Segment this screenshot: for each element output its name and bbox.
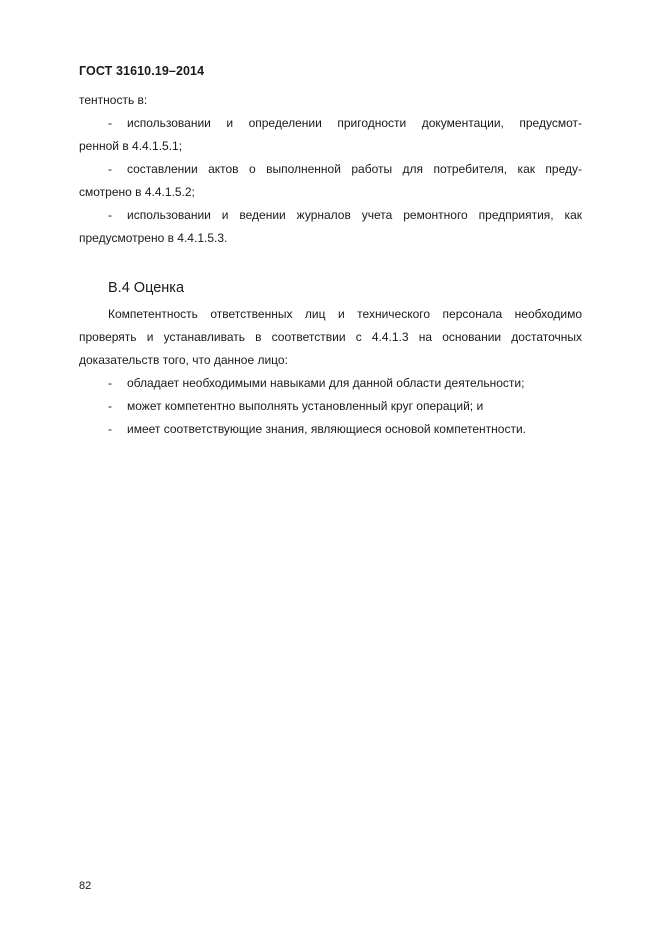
list-item-text: составлении актов о выполненной работы для потребителя, как преду- xyxy=(127,162,582,176)
list-item-text: использовании и определении пригодности документации, предусмот- xyxy=(127,116,582,130)
paragraph-line: Компетентность ответственных лиц и технического персонала необходимо xyxy=(108,307,582,321)
document-header: ГОСТ 31610.19–2014 xyxy=(79,64,205,78)
list-item-text: имеет соответствующие знания, являющиеся основой компетентности. xyxy=(127,422,526,436)
list-item-dash: - xyxy=(108,399,112,413)
list-item-dash: - xyxy=(108,116,112,130)
list-item-continuation: предусмотрено в 4.4.1.5.3. xyxy=(79,231,228,245)
intro-line: тентность в: xyxy=(79,93,148,107)
list-item-continuation: смотрено в 4.4.1.5.2; xyxy=(79,185,195,199)
list-item-text: обладает необходимыми навыками для данной области деятельности; xyxy=(127,376,525,390)
list-item-dash: - xyxy=(108,376,112,390)
section-heading: B.4 Оценка xyxy=(108,280,185,296)
list-item-text: использовании и ведении журналов учета ремонтного предприятия, как xyxy=(127,208,582,222)
list-item-text: может компетентно выполнять установленный круг операций; и xyxy=(127,399,484,413)
paragraph-line: проверять и устанавливать в соответствии с 4.4.1.3 на основании достаточных xyxy=(79,330,582,344)
paragraph-line: доказательств того, что данное лицо: xyxy=(79,353,288,367)
list-item-dash: - xyxy=(108,208,112,222)
list-item-continuation: ренной в 4.4.1.5.1; xyxy=(79,139,183,153)
list-item-dash: - xyxy=(108,422,112,436)
page-number: 82 xyxy=(79,880,92,892)
list-item-dash: - xyxy=(108,162,112,176)
